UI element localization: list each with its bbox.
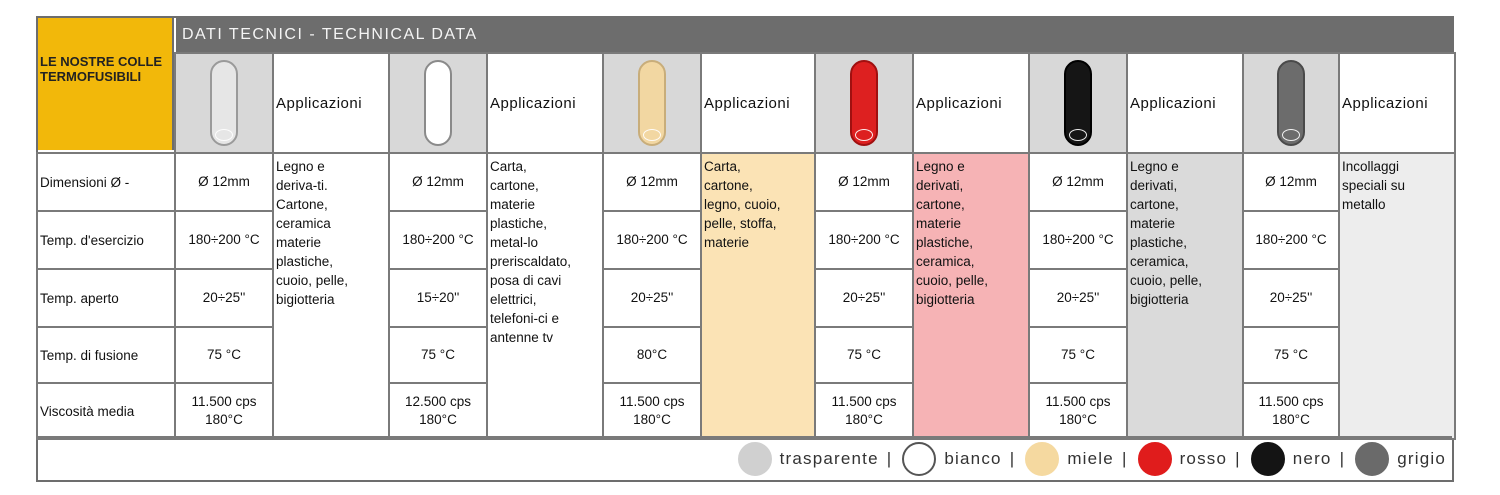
legend-label: bianco [944,449,1002,468]
value-temp_fus: 75 °C [1242,326,1340,384]
glue-stick-icon [210,60,238,146]
applications-header: Applicazioni [1338,52,1456,154]
value-dim: Ø 12mm [1242,152,1340,212]
legend-separator: | [1235,449,1241,468]
applications-text: Incollaggi speciali su metallo [1338,152,1456,440]
value-temp_ex: 180÷200 °C [814,210,914,270]
applications-text: Carta, cartone, materie plastiche, metal-lo preriscaldato, posa di cavi elettrici, telefoni-ci e antenne tv [486,152,604,440]
glue-stick-swatch-miele [602,52,702,154]
color-legend [38,436,1452,480]
value-dim: Ø 12mm [814,152,914,212]
row-label: Temp. d'esercizio [36,210,176,270]
legend-item-rosso [1128,442,1241,476]
value-temp_fus: 75 °C [388,326,488,384]
value-temp_open: 15÷20'' [388,268,488,328]
legend-label: grigio [1397,449,1446,468]
legend-item-trasparente [728,442,893,476]
glue-stick-swatch-trasparente [174,52,274,154]
color-swatch-icon [1251,442,1285,476]
value-temp_open: 20÷25'' [1028,268,1128,328]
value-dim: Ø 12mm [174,152,274,212]
applications-text: Carta, cartone, legno, cuoio, pelle, stoffa, materie [700,152,816,440]
glue-stick-swatch-rosso [814,52,914,154]
color-swatch-icon [1025,442,1059,476]
value-temp_fus: 75 °C [814,326,914,384]
value-temp_ex: 180÷200 °C [1028,210,1128,270]
value-visc: 11.500 cps 180°C [1028,382,1128,440]
value-temp_open: 20÷25'' [174,268,274,328]
value-temp_open: 20÷25'' [1242,268,1340,328]
value-dim: Ø 12mm [388,152,488,212]
value-temp_fus: 75 °C [1028,326,1128,384]
value-dim: Ø 12mm [602,152,702,212]
value-visc: 11.500 cps 180°C [814,382,914,440]
value-temp_open: 20÷25'' [602,268,702,328]
glue-stick-icon [850,60,878,146]
legend-separator: | [1339,449,1346,468]
value-temp_fus: 80°C [602,326,702,384]
value-temp_ex: 180÷200 °C [602,210,702,270]
value-temp_fus: 75 °C [174,326,274,384]
row-label: Viscosità media [36,382,176,440]
legend-label: trasparente [779,449,879,468]
legend-item-bianco [892,442,1015,476]
applications-header: Applicazioni [912,52,1030,154]
glue-stick-icon [1277,60,1305,146]
color-swatch-icon [1138,442,1172,476]
legend-item-nero [1241,442,1345,476]
row-label: Temp. di fusione [36,326,176,384]
glue-stick-icon [424,60,452,146]
applications-text: Legno e deriva-ti. Cartone, ceramica materie plastiche, cuoio, pelle, bigiotteria [272,152,390,440]
color-swatch-icon [738,442,772,476]
glue-stick-swatch-grigio [1242,52,1340,154]
glue-stick-swatch-nero [1028,52,1128,154]
row-label: Temp. aperto [36,268,176,328]
applications-text: Legno e derivati, cartone, materie plastiche, ceramica, cuoio, pelle, bigiotteria [912,152,1030,440]
legend-separator: | [1121,449,1128,468]
applications-header: Applicazioni [1126,52,1244,154]
value-temp_ex: 180÷200 °C [388,210,488,270]
row-label: Dimensioni Ø - [36,152,176,212]
value-visc: 11.500 cps 180°C [174,382,274,440]
applications-header: Applicazioni [700,52,816,154]
legend-separator: | [1009,449,1016,468]
table-title: DATI TECNICI - TECHNICAL DATA [176,18,1452,52]
corner-label: LE NOSTRE COLLE TERMOFUSIBILI [38,18,174,150]
glue-stick-icon [638,60,666,146]
glue-stick-icon [1064,60,1092,146]
glue-stick-swatch-bianco [388,52,488,154]
legend-label: rosso [1179,449,1228,468]
value-visc: 11.500 cps 180°C [1242,382,1340,440]
color-swatch-icon [1355,442,1389,476]
value-temp_open: 20÷25'' [814,268,914,328]
legend-separator: | [886,449,893,468]
value-dim: Ø 12mm [1028,152,1128,212]
value-visc: 11.500 cps 180°C [602,382,702,440]
value-temp_ex: 180÷200 °C [174,210,274,270]
value-visc: 12.500 cps 180°C [388,382,488,440]
applications-text: Legno e derivati, cartone, materie plastiche, ceramica, cuoio, pelle, bigiotteria [1126,152,1244,440]
legend-label: miele [1067,449,1114,468]
color-swatch-icon [902,442,936,476]
value-temp_ex: 180÷200 °C [1242,210,1340,270]
legend-item-grigio [1345,442,1446,476]
legend-item-miele [1015,442,1127,476]
applications-header: Applicazioni [486,52,604,154]
legend-label: nero [1292,449,1332,468]
applications-header: Applicazioni [272,52,390,154]
